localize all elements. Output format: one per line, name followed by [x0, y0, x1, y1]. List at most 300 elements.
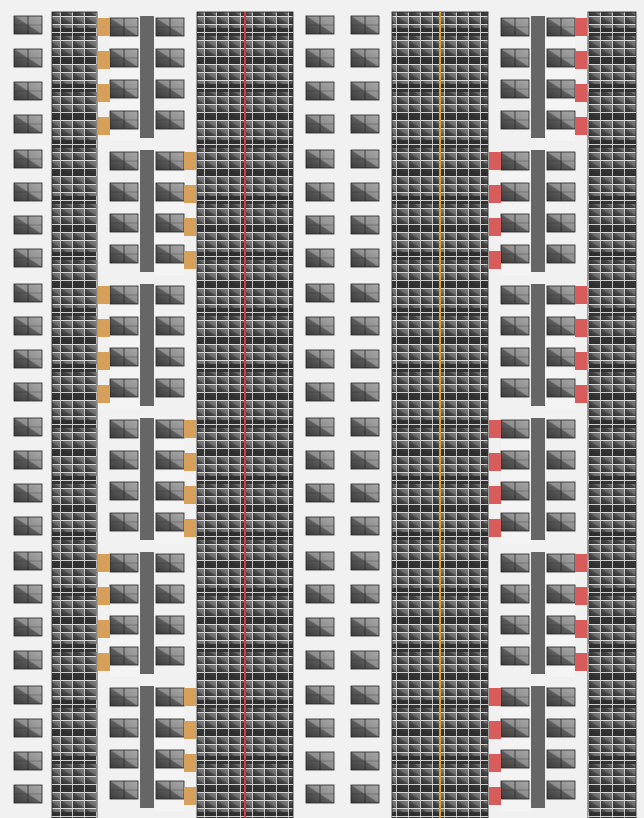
slab-band	[52, 420, 97, 428]
logic-cell	[351, 216, 379, 234]
port-marker	[489, 152, 501, 170]
logic-cell	[110, 719, 138, 737]
slab-band	[52, 812, 97, 818]
logic-cell	[547, 719, 575, 737]
logic-cell	[351, 115, 379, 133]
logic-cell	[110, 183, 138, 201]
c-block	[110, 418, 196, 543]
logic-cell	[306, 16, 334, 34]
port-marker	[98, 319, 110, 337]
logic-cell	[156, 286, 184, 304]
logic-cell	[110, 80, 138, 98]
logic-cell	[501, 585, 529, 603]
port-marker	[575, 352, 587, 370]
slab-band	[588, 532, 636, 540]
prong-gap	[154, 234, 184, 244]
logic-cell	[351, 484, 379, 502]
logic-cell	[306, 752, 334, 770]
logic-cell	[110, 482, 138, 500]
logic-cell	[14, 284, 42, 302]
slab-band	[588, 812, 636, 818]
port-marker	[489, 787, 501, 805]
logic-cell	[547, 750, 575, 768]
port-marker	[575, 554, 587, 572]
logic-cell	[501, 719, 529, 737]
logic-cell	[547, 647, 575, 665]
logic-cell	[351, 752, 379, 770]
port-marker	[98, 653, 110, 671]
logic-cell	[14, 383, 42, 401]
prong-gap	[545, 131, 575, 141]
block-spine	[140, 552, 154, 674]
port-marker	[98, 51, 110, 69]
slab-band	[52, 644, 97, 652]
slab-band	[588, 420, 636, 428]
logic-cell	[110, 616, 138, 634]
logic-cell	[110, 111, 138, 129]
logic-cell	[110, 286, 138, 304]
logic-cell	[547, 49, 575, 67]
logic-cell	[501, 152, 529, 170]
prong-gap	[154, 739, 184, 749]
prong-gap	[154, 502, 184, 512]
c-block	[489, 150, 575, 275]
port-marker	[98, 620, 110, 638]
c-block	[489, 418, 575, 543]
block-spine	[531, 150, 545, 272]
port-marker	[489, 218, 501, 236]
slab-band	[52, 56, 97, 64]
logic-cell	[156, 451, 184, 469]
slab-band	[588, 140, 636, 148]
slab-band	[588, 168, 636, 176]
prong-gap	[110, 131, 140, 141]
prong-gap	[545, 667, 575, 677]
logic-cell	[351, 49, 379, 67]
logic-cell	[547, 317, 575, 335]
logic-cell	[547, 513, 575, 531]
logic-cell	[110, 647, 138, 665]
logic-cell	[156, 688, 184, 706]
slab-band	[52, 392, 97, 400]
logic-cell	[501, 49, 529, 67]
prong-gap	[501, 533, 531, 543]
block-spine	[531, 686, 545, 808]
logic-cell	[351, 719, 379, 737]
logic-cell	[351, 183, 379, 201]
port-marker	[575, 84, 587, 102]
port-marker	[184, 218, 196, 236]
prong-gap	[501, 770, 531, 780]
prong-gap	[110, 574, 140, 584]
block-spine	[531, 418, 545, 540]
prong-gap	[154, 770, 184, 780]
logic-cell	[501, 750, 529, 768]
slab-column-a	[52, 12, 97, 818]
logic-cell	[501, 781, 529, 799]
logic-cell	[351, 82, 379, 100]
logic-cell	[547, 420, 575, 438]
prong-gap	[545, 368, 575, 378]
port-marker	[489, 453, 501, 471]
port-marker	[184, 185, 196, 203]
logic-cell	[501, 317, 529, 335]
logic-cell	[351, 585, 379, 603]
logic-cell	[14, 719, 42, 737]
slab-band	[52, 560, 97, 568]
prong-gap	[545, 38, 575, 48]
slab-band	[52, 616, 97, 624]
logic-cell	[14, 183, 42, 201]
logic-cell	[14, 552, 42, 570]
block-spine	[140, 418, 154, 540]
port-marker	[98, 352, 110, 370]
slab-band	[588, 700, 636, 708]
logic-cell	[351, 552, 379, 570]
logic-cell	[547, 616, 575, 634]
logic-cell	[110, 750, 138, 768]
slab-column-b	[588, 12, 636, 818]
logic-cell	[14, 150, 42, 168]
c-block	[110, 150, 196, 275]
port-marker	[575, 653, 587, 671]
logic-cell	[306, 651, 334, 669]
slab-band	[52, 252, 97, 260]
logic-cell	[501, 379, 529, 397]
slab-band	[588, 252, 636, 260]
prong-gap	[110, 399, 140, 409]
logic-cell	[110, 348, 138, 366]
slab-band	[588, 784, 636, 792]
logic-cell	[351, 249, 379, 267]
logic-cell	[547, 18, 575, 36]
block-spine	[140, 150, 154, 272]
logic-cell	[306, 719, 334, 737]
logic-cell	[110, 420, 138, 438]
slab-band	[588, 280, 636, 288]
logic-cell	[156, 420, 184, 438]
slab-band	[52, 224, 97, 232]
prong-gap	[154, 203, 184, 213]
logic-cell	[156, 482, 184, 500]
logic-cell	[110, 513, 138, 531]
prong-gap	[154, 265, 184, 275]
logic-cell	[351, 785, 379, 803]
logic-cell	[306, 618, 334, 636]
logic-cell	[110, 688, 138, 706]
prong-gap	[110, 636, 140, 646]
logic-cell	[110, 152, 138, 170]
logic-cell	[306, 317, 334, 335]
port-marker	[575, 385, 587, 403]
logic-cell	[14, 249, 42, 267]
logic-cell	[547, 245, 575, 263]
port-marker	[489, 251, 501, 269]
port-marker	[184, 453, 196, 471]
logic-cell	[547, 379, 575, 397]
c-block	[501, 284, 587, 409]
logic-cell	[501, 420, 529, 438]
logic-cell	[501, 183, 529, 201]
slab-band	[52, 196, 97, 204]
port-marker	[184, 688, 196, 706]
block-spine	[531, 552, 545, 674]
port-marker	[575, 587, 587, 605]
logic-cell	[156, 183, 184, 201]
prong-gap	[110, 306, 140, 316]
logic-cell	[110, 554, 138, 572]
logic-cell	[351, 517, 379, 535]
port-marker	[184, 251, 196, 269]
slab-band	[588, 364, 636, 372]
logic-cell	[156, 719, 184, 737]
slab-band	[588, 560, 636, 568]
block-spine	[531, 284, 545, 406]
slab-band	[52, 28, 97, 36]
slab-band	[52, 308, 97, 316]
logic-cell	[156, 152, 184, 170]
logic-cell	[351, 618, 379, 636]
logic-cell	[156, 513, 184, 531]
logic-cell	[14, 785, 42, 803]
prong-gap	[501, 801, 531, 811]
logic-cell	[110, 18, 138, 36]
slab-band	[52, 140, 97, 148]
prong-gap	[110, 69, 140, 79]
logic-cell	[14, 418, 42, 436]
slab-band	[588, 616, 636, 624]
logic-cell	[156, 214, 184, 232]
slab-band	[52, 448, 97, 456]
port-marker	[98, 18, 110, 36]
logic-cell	[14, 686, 42, 704]
port-marker	[184, 787, 196, 805]
logic-cell	[501, 647, 529, 665]
prong-gap	[545, 100, 575, 110]
logic-cell	[306, 383, 334, 401]
port-marker	[575, 620, 587, 638]
logic-cell	[351, 317, 379, 335]
prong-gap	[501, 440, 531, 450]
block-spine	[140, 686, 154, 808]
port-marker	[489, 519, 501, 537]
prong-gap	[545, 69, 575, 79]
logic-cell	[156, 750, 184, 768]
logic-cell	[110, 245, 138, 263]
logic-cell	[547, 451, 575, 469]
prong-gap	[501, 234, 531, 244]
slab-band	[588, 112, 636, 120]
logic-cell	[14, 49, 42, 67]
slab-band	[588, 392, 636, 400]
logic-cell	[306, 216, 334, 234]
logic-cell	[156, 348, 184, 366]
logic-cell	[306, 249, 334, 267]
logic-cell	[156, 647, 184, 665]
slab-band	[588, 588, 636, 596]
logic-cell	[351, 350, 379, 368]
slab-band	[52, 728, 97, 736]
logic-cell	[306, 350, 334, 368]
port-marker	[98, 286, 110, 304]
narrow-column-a	[14, 16, 42, 803]
prong-gap	[501, 265, 531, 275]
block-spine	[531, 16, 545, 138]
prong-gap	[154, 471, 184, 481]
slab-band	[52, 364, 97, 372]
logic-cell	[156, 80, 184, 98]
c-block	[98, 284, 184, 409]
port-marker	[575, 319, 587, 337]
logic-cell	[306, 418, 334, 436]
port-marker	[98, 84, 110, 102]
port-marker	[184, 152, 196, 170]
logic-cell	[156, 585, 184, 603]
slab-band	[52, 168, 97, 176]
port-marker	[489, 688, 501, 706]
prong-gap	[501, 502, 531, 512]
slab-band	[52, 588, 97, 596]
slab-band	[588, 224, 636, 232]
logic-cell	[156, 781, 184, 799]
logic-cell	[501, 111, 529, 129]
logic-cell	[306, 785, 334, 803]
port-marker	[184, 420, 196, 438]
logic-cell	[110, 451, 138, 469]
c-block	[489, 686, 575, 811]
prong-gap	[501, 708, 531, 718]
logic-cell	[156, 379, 184, 397]
logic-cell	[110, 317, 138, 335]
prong-gap	[501, 471, 531, 481]
logic-cell	[351, 150, 379, 168]
prong-gap	[545, 337, 575, 347]
c-block	[110, 686, 196, 811]
logic-cell	[156, 616, 184, 634]
logic-cell	[501, 348, 529, 366]
c-block	[501, 552, 587, 677]
narrow-column-b	[306, 16, 334, 803]
logic-cell	[110, 781, 138, 799]
prong-gap	[545, 399, 575, 409]
logic-cell	[547, 152, 575, 170]
logic-cell	[110, 379, 138, 397]
prong-gap	[110, 100, 140, 110]
port-marker	[184, 721, 196, 739]
logic-cell	[306, 686, 334, 704]
slab-band	[588, 672, 636, 680]
logic-cell	[14, 484, 42, 502]
logic-cell	[156, 245, 184, 263]
logic-cell	[501, 616, 529, 634]
logic-cell	[306, 183, 334, 201]
block-layer	[98, 16, 587, 811]
prong-gap	[154, 708, 184, 718]
prong-gap	[154, 533, 184, 543]
prong-gap	[501, 203, 531, 213]
logic-cell	[351, 686, 379, 704]
prong-gap	[110, 38, 140, 48]
logic-cell	[547, 585, 575, 603]
logic-cell	[14, 618, 42, 636]
logic-cell	[156, 111, 184, 129]
prong-gap	[501, 172, 531, 182]
prong-gap	[110, 605, 140, 615]
logic-cell	[547, 348, 575, 366]
logic-cell	[156, 18, 184, 36]
slab-band	[588, 728, 636, 736]
logic-cell	[547, 111, 575, 129]
logic-cell	[351, 16, 379, 34]
logic-cell	[547, 781, 575, 799]
logic-cell	[110, 49, 138, 67]
prong-gap	[545, 306, 575, 316]
prong-gap	[154, 440, 184, 450]
slab-band	[52, 532, 97, 540]
logic-cell	[14, 16, 42, 34]
logic-cell	[156, 554, 184, 572]
logic-cell	[351, 284, 379, 302]
port-marker	[489, 185, 501, 203]
logic-cell	[547, 214, 575, 232]
logic-cell	[306, 484, 334, 502]
slab-band	[588, 336, 636, 344]
logic-cell	[351, 418, 379, 436]
slab-band	[588, 644, 636, 652]
logic-cell	[547, 286, 575, 304]
logic-cell	[14, 451, 42, 469]
logic-cell	[14, 317, 42, 335]
logic-cell	[14, 82, 42, 100]
logic-cell	[306, 451, 334, 469]
slab-band	[588, 308, 636, 316]
port-marker	[489, 721, 501, 739]
port-marker	[575, 117, 587, 135]
logic-cell	[351, 383, 379, 401]
c-block	[501, 16, 587, 141]
logic-cell	[501, 18, 529, 36]
logic-cell	[547, 482, 575, 500]
logic-cell	[306, 552, 334, 570]
narrow-column-c	[351, 16, 379, 803]
logic-cell	[156, 49, 184, 67]
slab-band	[588, 448, 636, 456]
slab-band	[52, 756, 97, 764]
slab-band	[588, 56, 636, 64]
logic-cell	[14, 115, 42, 133]
logic-cell	[351, 451, 379, 469]
logic-cell	[14, 517, 42, 535]
logic-cell	[501, 80, 529, 98]
logic-cell	[501, 482, 529, 500]
logic-cell	[501, 688, 529, 706]
logic-cell	[501, 214, 529, 232]
port-marker	[489, 420, 501, 438]
slab-band	[52, 784, 97, 792]
port-marker	[184, 754, 196, 772]
c-block	[98, 552, 184, 677]
port-marker	[98, 587, 110, 605]
logic-cell	[351, 651, 379, 669]
port-marker	[98, 554, 110, 572]
logic-cell	[501, 286, 529, 304]
slab-band	[52, 476, 97, 484]
port-marker	[184, 486, 196, 504]
slab-band	[52, 336, 97, 344]
port-marker	[575, 51, 587, 69]
port-marker	[184, 519, 196, 537]
prong-gap	[545, 574, 575, 584]
